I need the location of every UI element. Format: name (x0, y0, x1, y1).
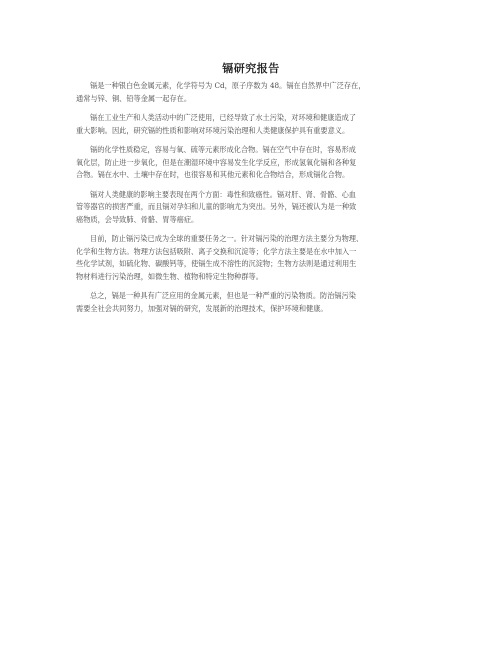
paragraph-line: 管等器官的损害严重，而且镉对孕妇和儿童的影响尤为突出。另外，镉还被认为是一种致 (76, 202, 357, 211)
paragraph-3 (76, 144, 432, 182)
paragraph-4 (76, 189, 432, 227)
paragraph-5 (76, 233, 432, 283)
paragraph-6 (76, 290, 432, 315)
paragraph-line: 镉对人类健康的影响主要表现在两个方面：毒性和致癌性。镉对肝、肾、骨骼、心血 (90, 189, 356, 199)
paragraph-line: 物材料进行污染治理，如微生物、植物和特定生物种群等。 (76, 271, 263, 281)
paragraph-line: 重大影响。因此，研究镉的性质和影响对环境污染治理和人类健康保护具有重要意义。 (76, 125, 350, 135)
paragraph-line: 通常与锌、铜、铅等金属一起存在。 (76, 93, 192, 103)
document-body (76, 80, 432, 322)
paragraph-1 (76, 80, 432, 105)
paragraph-line: 合物。镉在水中、土壤中存在时，也很容易和其他元素和化合物结合，形成镉化合物。 (76, 170, 350, 179)
paragraph-line: 目前，防止镉污染已成为全球的重要任务之一。针对镉污染的治理方法主要分为物理、 (90, 234, 364, 243)
paragraph-line: 镉是一种银白色金属元素，化学符号为 Cd，原子序数为 48。镉在自然界中广泛存在， (90, 81, 366, 90)
paragraph-line: 需要全社会共同努力，加强对镉的研究，发展新的治理技术，保护环境和健康。 (76, 303, 328, 313)
document-title: 镉研究报告 (222, 62, 280, 75)
paragraph-line: 镉在工业生产和人类活动中的广泛使用，已经导致了水土污染，对环境和健康造成了 (90, 113, 356, 122)
paragraph-2 (76, 112, 432, 137)
paragraph-line: 癌物质，会导致肺、骨骼、胃等癌症。 (76, 214, 199, 224)
paragraph-line: 镉的化学性质稳定，容易与氧、硫等元素形成化合物。镉在空气中存在时，容易形成 (90, 145, 356, 154)
paragraph-line: 总之，镉是一种具有广泛应用的金属元素，但也是一种严重的污染物质。防治镉污染 (90, 291, 356, 300)
paragraph-line: 氧化层，防止进一步氧化，但是在潮湿环境中容易发生化学反应，形成氢氧化镉和各种复 (76, 157, 357, 167)
paragraph-line: 化学和生物方法。物理方法包括吸附、离子交换和沉淀等；化学方法主要是在水中加入一 (76, 246, 357, 256)
paragraph-line: 些化学试剂，如硫化物、碳酸钙等，使镉生成不溶性的沉淀物；生物方法则是通过利用生 (76, 259, 357, 268)
